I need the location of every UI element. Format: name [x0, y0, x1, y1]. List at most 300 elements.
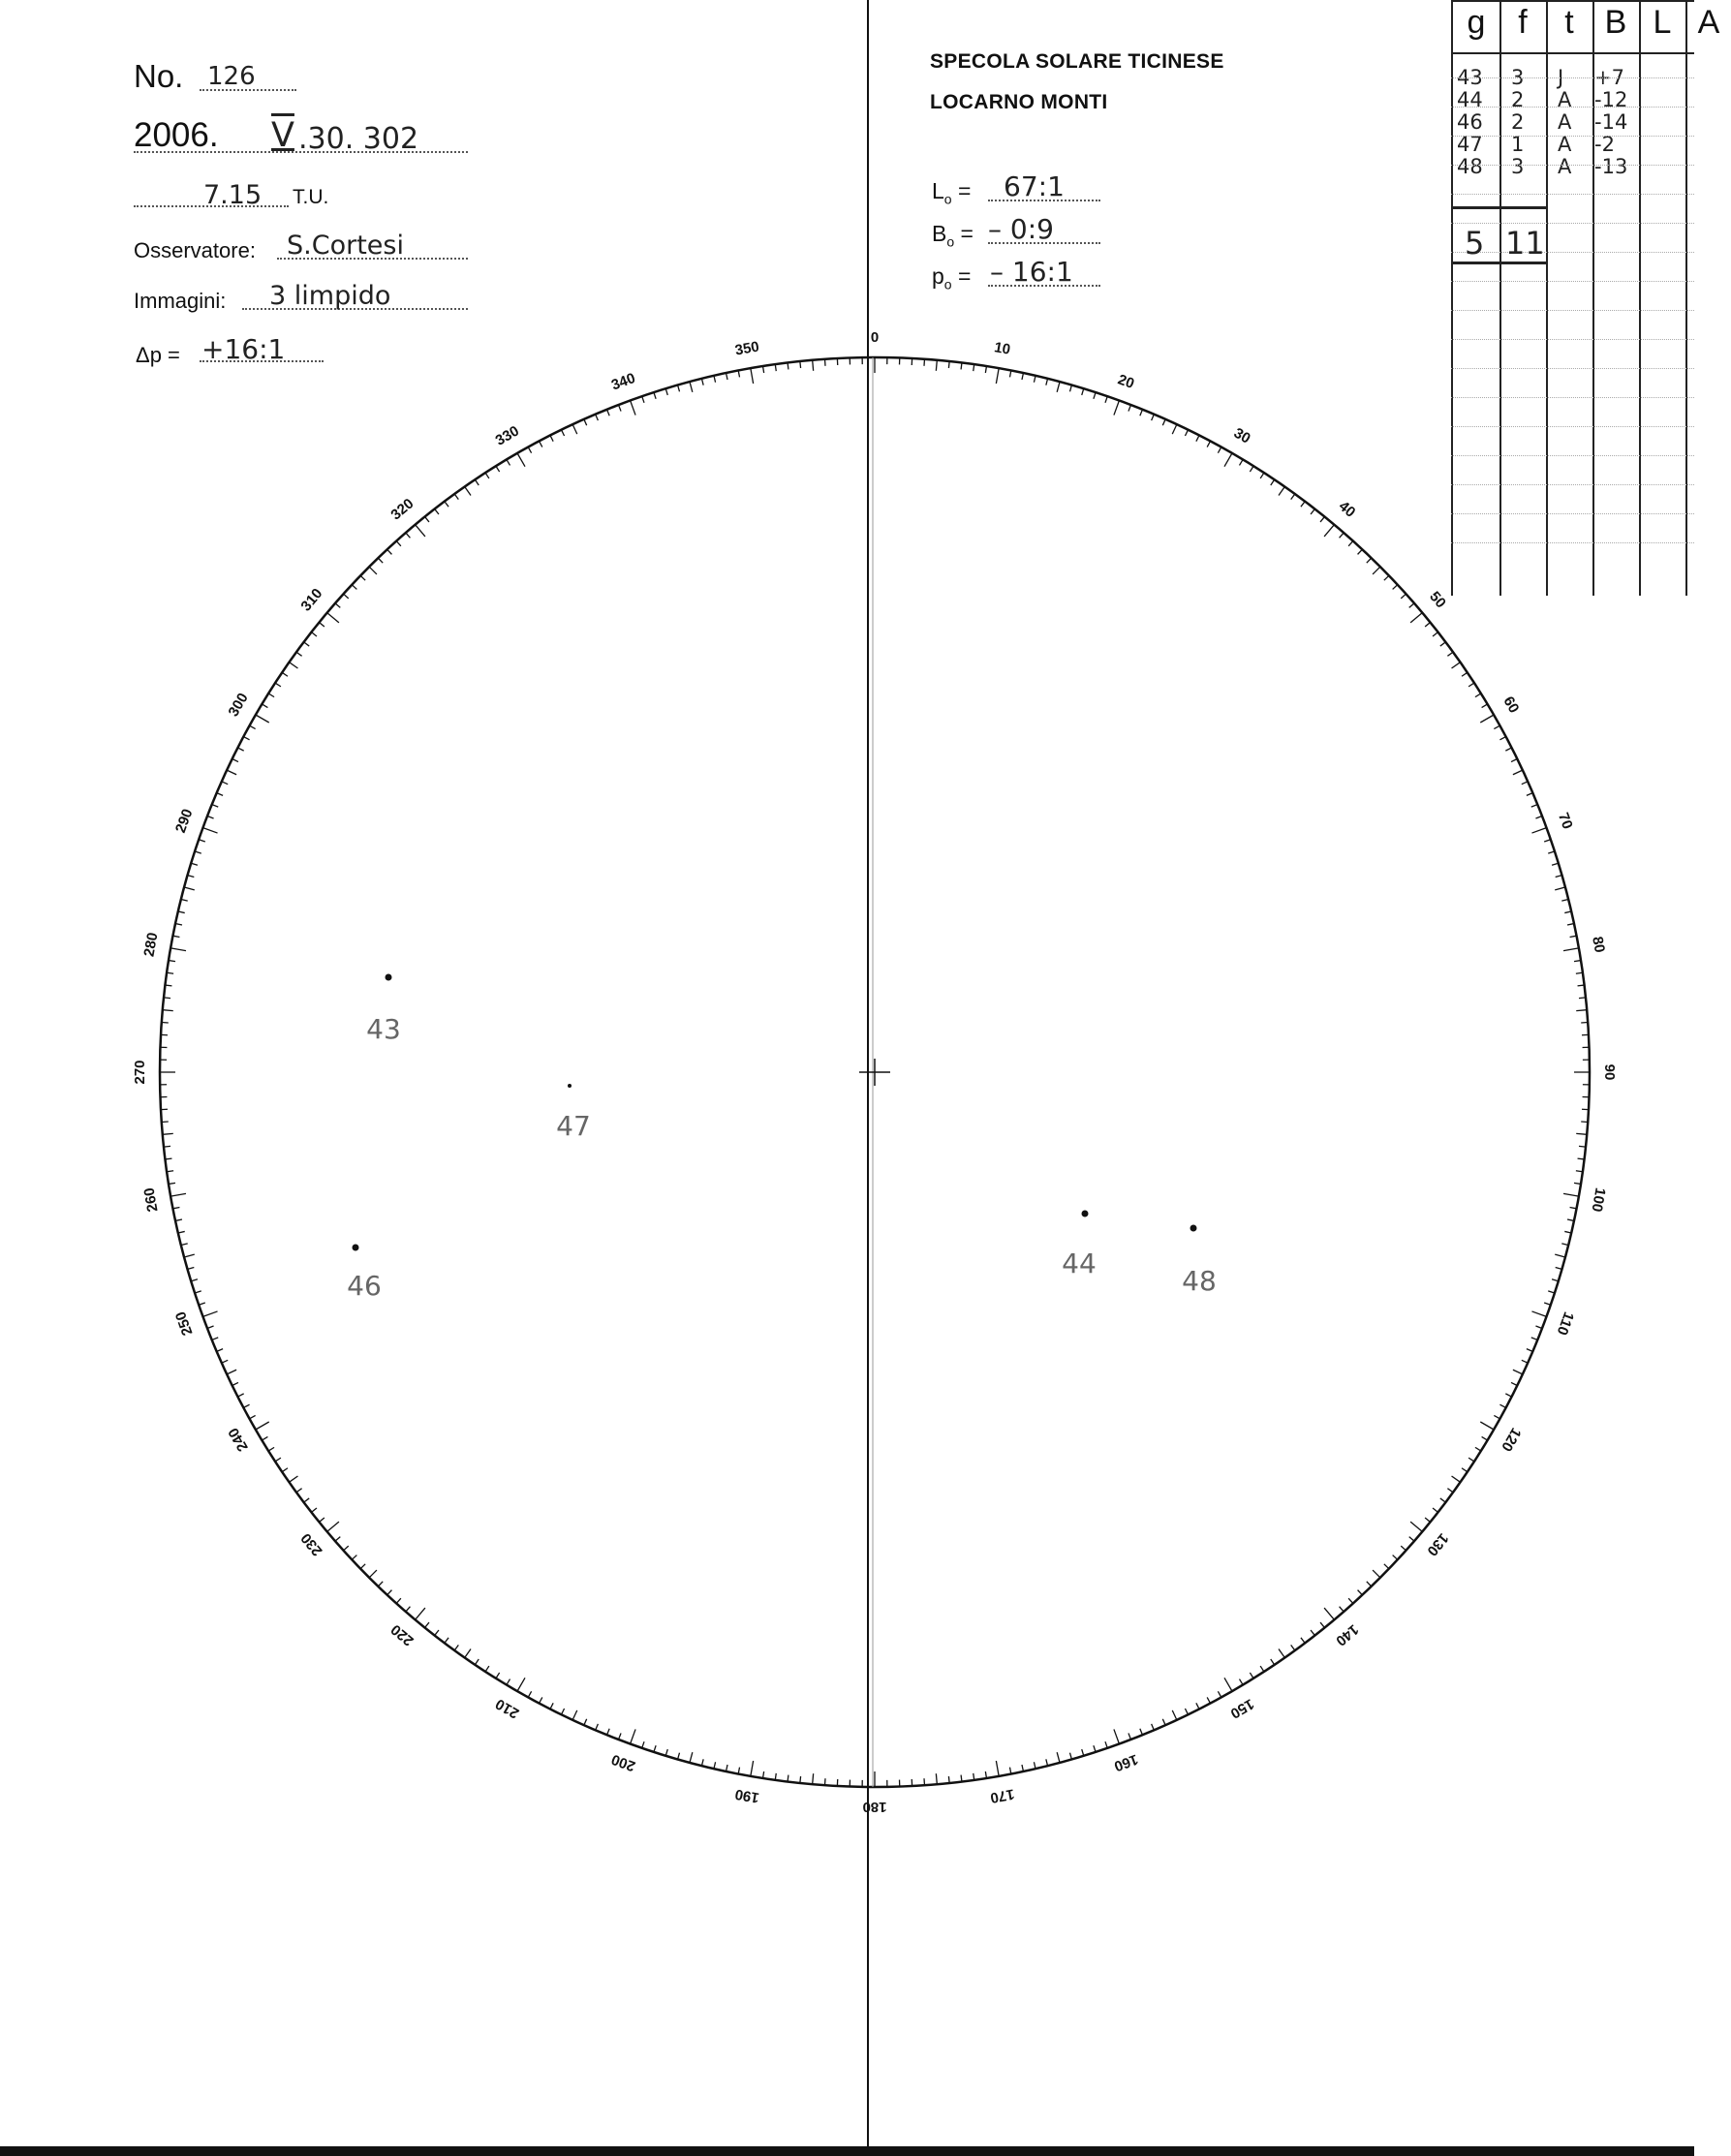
- degree-tick: [199, 1303, 205, 1305]
- degree-tick: [654, 392, 656, 399]
- header-g: g: [1467, 4, 1486, 41]
- degree-label: 210: [492, 1695, 522, 1722]
- degree-tick: [1094, 1745, 1096, 1752]
- degree-tick: [212, 1338, 218, 1340]
- table-cell: 3: [1511, 66, 1525, 89]
- degree-tick: [948, 361, 949, 368]
- number-label: No.: [134, 58, 184, 94]
- bottom-edge: [0, 2146, 1694, 2156]
- degree-tick: [250, 725, 256, 728]
- degree-tick: [1511, 758, 1517, 761]
- degree-tick: [1556, 876, 1562, 878]
- degree-tick: [996, 1761, 999, 1776]
- degree-tick: [1128, 405, 1131, 412]
- degree-tick: [425, 516, 429, 521]
- degree-tick: [203, 828, 218, 833]
- degree-tick: [1511, 1382, 1517, 1385]
- degree-label: 280: [140, 931, 162, 959]
- sunspot-group-label: 47: [556, 1110, 591, 1142]
- degree-tick: [311, 632, 317, 636]
- degree-tick: [1291, 494, 1295, 500]
- delta-p-value: +16:1: [201, 333, 286, 365]
- degree-tick: [163, 1010, 173, 1011]
- degree-tick: [584, 419, 587, 425]
- sunspot: [1190, 1225, 1197, 1232]
- degree-tick: [416, 1608, 425, 1619]
- degree-tick: [319, 1518, 324, 1522]
- degree-tick: [1552, 863, 1559, 865]
- degree-tick: [262, 704, 267, 708]
- degree-tick: [1409, 1537, 1414, 1542]
- degree-tick: [1172, 424, 1177, 434]
- p0-label: p: [932, 263, 944, 289]
- degree-tick: [1185, 430, 1188, 436]
- degree-tick: [387, 1590, 392, 1595]
- degree-tick: [184, 887, 195, 890]
- degree-tick: [540, 1697, 542, 1703]
- degree-tick: [1094, 392, 1096, 399]
- degree-tick: [1410, 613, 1422, 623]
- sunspot-group-label: 46: [347, 1270, 382, 1302]
- degree-tick: [406, 1607, 411, 1612]
- degree-tick: [714, 1762, 716, 1769]
- degree-tick: [1057, 1752, 1060, 1763]
- degree-tick: [619, 405, 622, 412]
- degree-tick: [203, 1311, 218, 1316]
- degree-tick: [1563, 948, 1579, 951]
- degree-tick: [454, 1645, 458, 1650]
- degree-tick: [1564, 1231, 1571, 1233]
- degree-tick: [1578, 985, 1585, 986]
- degree-tick: [416, 525, 425, 537]
- degree-tick: [256, 715, 269, 723]
- degree-tick: [1468, 683, 1474, 687]
- degree-tick: [1340, 1607, 1345, 1612]
- degree-tick: [178, 911, 185, 913]
- degree-tick: [387, 549, 392, 554]
- degree-label: 50: [1426, 588, 1449, 612]
- degree-tick: [217, 793, 223, 796]
- L0-label: L: [932, 178, 944, 203]
- degree-tick: [1499, 1404, 1505, 1407]
- degree-tick: [1579, 998, 1586, 999]
- degree-label: 40: [1335, 498, 1359, 521]
- degree-tick: [232, 758, 238, 761]
- degree-tick: [191, 1279, 198, 1281]
- degree-tick: [1239, 1679, 1243, 1685]
- degree-tick: [178, 1231, 185, 1233]
- L0-sub: o: [943, 191, 952, 207]
- degree-tick: [1576, 1133, 1587, 1134]
- degree-tick: [1162, 419, 1165, 425]
- degree-tick: [164, 998, 170, 999]
- degree-tick: [948, 1776, 949, 1783]
- B0-value: – 0:9: [988, 213, 1054, 245]
- observer-value: S.Cortesi: [287, 231, 404, 261]
- degree-tick: [275, 683, 281, 687]
- degree-label: 60: [1499, 693, 1523, 717]
- L0-value: 67:1: [1004, 170, 1065, 202]
- B0-label: B: [932, 221, 947, 246]
- degree-tick: [163, 1133, 173, 1134]
- degree-tick: [961, 363, 962, 370]
- degree-tick: [282, 672, 288, 676]
- degree-tick: [175, 1219, 182, 1220]
- degree-tick: [1224, 453, 1232, 467]
- degree-tick: [1218, 447, 1221, 453]
- L0-field: $L_o$ = 67:1: [930, 170, 1104, 205]
- degree-tick: [678, 385, 680, 392]
- degree-tick: [378, 558, 383, 563]
- degree-tick: [335, 603, 340, 608]
- degree-tick: [800, 361, 801, 368]
- degree-label: 130: [1423, 1529, 1452, 1559]
- degree-tick: [596, 1724, 599, 1730]
- degree-label: 240: [225, 1425, 252, 1455]
- table-cell: 46: [1457, 110, 1483, 134]
- table-cell: 44: [1457, 88, 1483, 111]
- degree-tick: [1069, 1753, 1071, 1760]
- degree-tick: [237, 748, 243, 751]
- degree-tick: [296, 1489, 302, 1493]
- degree-tick: [1152, 415, 1155, 420]
- degree-tick: [572, 424, 577, 434]
- images-label: Immagini:: [134, 289, 227, 313]
- degree-label: 330: [492, 422, 522, 449]
- degree-label: 340: [608, 369, 638, 394]
- degree-label: 200: [608, 1750, 638, 1775]
- degree-tick: [1105, 396, 1107, 403]
- degree-label: 150: [1227, 1695, 1257, 1722]
- degree-label: 190: [733, 1785, 761, 1806]
- degree-tick: [507, 1679, 510, 1685]
- degree-label: 270: [131, 1060, 148, 1085]
- degree-tick: [170, 948, 186, 951]
- degree-tick: [1452, 662, 1461, 668]
- degree-tick: [1425, 623, 1430, 627]
- degree-tick: [396, 541, 401, 546]
- table-cell: -14: [1594, 110, 1628, 134]
- degree-tick: [1291, 1645, 1295, 1650]
- degree-tick: [1311, 508, 1314, 514]
- degree-tick: [665, 388, 667, 395]
- degree-tick: [631, 1729, 635, 1743]
- degree-tick: [188, 1267, 195, 1269]
- degree-tick: [485, 1666, 489, 1672]
- degree-label: 20: [1115, 371, 1137, 393]
- degree-label: 310: [297, 585, 326, 615]
- degree-tick: [1548, 851, 1555, 853]
- degree-tick: [1185, 1709, 1188, 1714]
- table-cell: -2: [1594, 133, 1615, 156]
- total-groups: 5: [1465, 225, 1485, 262]
- table-cell: 2: [1511, 88, 1525, 111]
- B0-sub: o: [946, 233, 955, 250]
- degree-label: 120: [1498, 1425, 1525, 1455]
- degree-tick: [751, 1761, 754, 1776]
- degree-tick: [289, 1476, 297, 1482]
- degree-tick: [572, 1710, 577, 1720]
- degree-label: 230: [297, 1529, 326, 1559]
- sunspot: [1082, 1211, 1089, 1217]
- degree-tick: [1513, 1370, 1523, 1374]
- degree-label: 290: [171, 806, 197, 836]
- degree-tick: [232, 1382, 238, 1385]
- degree-tick: [936, 1773, 937, 1784]
- degree-tick: [406, 533, 411, 538]
- degree-tick: [1535, 816, 1542, 819]
- degree-tick: [1527, 793, 1532, 796]
- header-L: L: [1653, 4, 1672, 41]
- degree-tick: [1556, 1267, 1562, 1269]
- degree-tick: [1475, 693, 1481, 697]
- degree-tick: [1384, 575, 1389, 580]
- degree-tick: [1561, 899, 1568, 901]
- time-value: 7.15: [203, 180, 263, 210]
- degree-tick: [1271, 479, 1275, 485]
- degree-tick: [485, 473, 489, 478]
- degree-tick: [1531, 828, 1546, 833]
- degree-tick: [584, 1719, 587, 1725]
- degree-tick: [1480, 715, 1494, 723]
- degree-tick: [311, 1508, 317, 1512]
- degree-tick: [1324, 1608, 1334, 1619]
- degree-tick: [1499, 737, 1505, 740]
- degree-tick: [665, 1749, 667, 1756]
- degree-tick: [1046, 1759, 1048, 1766]
- degree-tick: [1348, 1598, 1353, 1603]
- degree-tick: [1114, 1729, 1119, 1743]
- degree-tick: [212, 805, 218, 808]
- degree-tick: [1505, 748, 1511, 751]
- degree-tick: [1034, 376, 1036, 383]
- degree-tick: [1544, 840, 1551, 842]
- degree-tick: [1358, 549, 1363, 554]
- degree-tick: [1260, 1666, 1264, 1672]
- degree-tick: [217, 1349, 223, 1352]
- degree-tick: [1522, 1360, 1528, 1363]
- date-year: 2006.: [134, 116, 219, 154]
- degree-tick: [1152, 1724, 1155, 1730]
- degree-tick: [369, 567, 377, 574]
- degree-tick: [425, 1622, 429, 1627]
- degree-tick: [690, 382, 693, 392]
- degree-tick: [1564, 911, 1571, 913]
- header-B: B: [1604, 4, 1627, 41]
- degree-label: 90: [1601, 1063, 1619, 1081]
- sunspot-group-label: 43: [366, 1013, 401, 1045]
- degree-tick: [207, 1326, 214, 1329]
- degree-tick: [1324, 525, 1334, 537]
- degree-tick: [1224, 1678, 1232, 1691]
- degree-tick: [1082, 388, 1084, 395]
- degree-tick: [596, 415, 599, 420]
- degree-label: 10: [993, 339, 1012, 358]
- degree-tick: [445, 502, 448, 508]
- degree-tick: [181, 1244, 188, 1246]
- degree-tick: [607, 1729, 610, 1735]
- degree-tick: [188, 876, 195, 878]
- p0-value: – 16:1: [990, 256, 1073, 288]
- degree-tick: [1367, 1582, 1372, 1586]
- time-unit: T.U.: [293, 186, 329, 208]
- degree-tick: [175, 924, 182, 925]
- degree-tick: [184, 1254, 195, 1257]
- degree-tick: [319, 623, 324, 627]
- degree-tick: [961, 1775, 962, 1782]
- degree-tick: [701, 1759, 703, 1766]
- degree-tick: [170, 1193, 186, 1196]
- observer-label: Osservatore:: [134, 238, 256, 262]
- degree-tick: [1367, 558, 1372, 563]
- degree-tick: [1482, 704, 1488, 708]
- sunspot: [568, 1084, 572, 1088]
- degree-label: 180: [862, 1799, 887, 1816]
- degree-tick: [199, 840, 205, 842]
- degree-tick: [1462, 672, 1468, 676]
- degree-label: 220: [387, 1620, 417, 1649]
- degree-tick: [1114, 401, 1119, 416]
- degree-tick: [1082, 1749, 1084, 1756]
- degree-tick: [726, 373, 727, 380]
- degree-tick: [1348, 541, 1353, 546]
- degree-tick: [396, 1598, 401, 1603]
- degree-tick: [642, 396, 644, 403]
- degree-tick: [222, 782, 228, 785]
- degree-tick: [207, 816, 214, 819]
- date-day-rotation: .30. 302: [298, 122, 419, 156]
- degree-tick: [243, 1404, 249, 1407]
- degree-tick: [1250, 1673, 1253, 1679]
- degree-tick: [1440, 642, 1446, 646]
- degree-tick: [1057, 382, 1060, 392]
- degree-tick: [360, 575, 365, 580]
- degree-tick: [1433, 632, 1438, 636]
- degree-tick: [250, 1415, 256, 1418]
- degree-tick: [268, 1447, 274, 1451]
- degree-tick: [1567, 924, 1574, 925]
- degree-tick: [1544, 1303, 1551, 1305]
- degree-tick: [496, 466, 500, 472]
- degree-tick: [195, 1291, 201, 1293]
- degree-tick: [1563, 1193, 1579, 1196]
- degree-tick: [289, 662, 297, 668]
- table-cell: 47: [1457, 133, 1483, 156]
- degree-tick: [1505, 1394, 1511, 1397]
- degree-tick: [1207, 441, 1210, 447]
- degree-tick: [1301, 502, 1305, 508]
- degree-tick: [996, 368, 999, 384]
- degree-tick: [352, 1555, 356, 1560]
- degree-tick: [435, 1630, 439, 1636]
- degree-tick: [327, 613, 339, 623]
- degree-tick: [227, 770, 236, 775]
- degree-tick: [352, 585, 356, 590]
- degree-tick: [507, 459, 510, 465]
- degree-tick: [561, 430, 564, 436]
- degree-tick: [751, 368, 754, 384]
- table-cell: J: [1558, 66, 1564, 89]
- degree-tick: [1567, 1219, 1574, 1220]
- degree-tick: [1196, 435, 1199, 441]
- table-cell: -13: [1594, 155, 1628, 178]
- degree-tick: [1447, 652, 1453, 656]
- degree-tick: [268, 693, 274, 697]
- degree-tick: [445, 1638, 448, 1644]
- degree-tick: [1279, 1649, 1284, 1658]
- degree-tick: [1022, 1765, 1023, 1771]
- degree-tick: [550, 1703, 553, 1709]
- degree-tick: [1578, 1158, 1585, 1159]
- degree-tick: [1218, 1691, 1221, 1697]
- degree-tick: [678, 1753, 680, 1760]
- degree-tick: [1555, 1254, 1565, 1257]
- degree-tick: [1401, 594, 1406, 599]
- degree-label: 350: [733, 338, 761, 359]
- degree-tick: [1271, 1659, 1275, 1665]
- degree-tick: [1576, 1010, 1587, 1011]
- sunspot: [386, 974, 392, 981]
- degree-tick: [1494, 725, 1499, 728]
- table-cell: A: [1558, 155, 1572, 178]
- degree-tick: [335, 1537, 340, 1542]
- degree-tick: [1579, 1146, 1586, 1147]
- number-value: 126: [207, 62, 256, 91]
- degree-tick: [191, 863, 198, 865]
- degree-tick: [1552, 1279, 1559, 1281]
- degree-tick: [1433, 1508, 1438, 1512]
- table-cell: A: [1558, 110, 1572, 134]
- degree-tick: [619, 1733, 622, 1740]
- degree-tick: [1384, 1564, 1389, 1569]
- degree-tick: [344, 594, 349, 599]
- degree-tick: [726, 1765, 727, 1771]
- degree-label: 70: [1554, 810, 1576, 832]
- degree-tick: [1196, 1703, 1199, 1709]
- degree-tick: [262, 1436, 267, 1440]
- degree-tick: [243, 737, 249, 740]
- degree-label: 260: [140, 1186, 162, 1214]
- degree-tick: [1340, 533, 1345, 538]
- degree-tick: [1494, 1415, 1499, 1418]
- B0-field: $B_o$ = – 0:9: [930, 213, 1104, 248]
- table-cell: 3: [1511, 155, 1525, 178]
- degree-tick: [1046, 379, 1048, 385]
- degree-tick: [237, 1394, 243, 1397]
- degree-tick: [1531, 1311, 1546, 1316]
- degree-tick: [1128, 1733, 1131, 1740]
- degree-tick: [1452, 1476, 1461, 1482]
- degree-tick: [800, 1776, 801, 1783]
- degree-tick: [1555, 887, 1565, 890]
- degree-tick: [1475, 1447, 1481, 1451]
- sunspot-group-label: 48: [1182, 1265, 1217, 1297]
- degree-tick: [1301, 1638, 1305, 1644]
- degree-label: 30: [1230, 424, 1253, 447]
- images-value: 3 limpido: [269, 281, 391, 311]
- degree-tick: [227, 1370, 236, 1374]
- degree-tick: [304, 642, 310, 646]
- degree-tick: [1105, 1741, 1107, 1748]
- degree-tick: [701, 379, 703, 385]
- degree-tick: [1409, 603, 1414, 608]
- degree-tick: [1425, 1518, 1430, 1522]
- degree-tick: [1531, 1338, 1537, 1340]
- table-cell: A: [1558, 133, 1572, 156]
- degree-tick: [1162, 1719, 1165, 1725]
- delta-p-label: Δp =: [136, 343, 180, 367]
- observatory-name: SPECOLA SOLARE TICINESE: [930, 50, 1224, 73]
